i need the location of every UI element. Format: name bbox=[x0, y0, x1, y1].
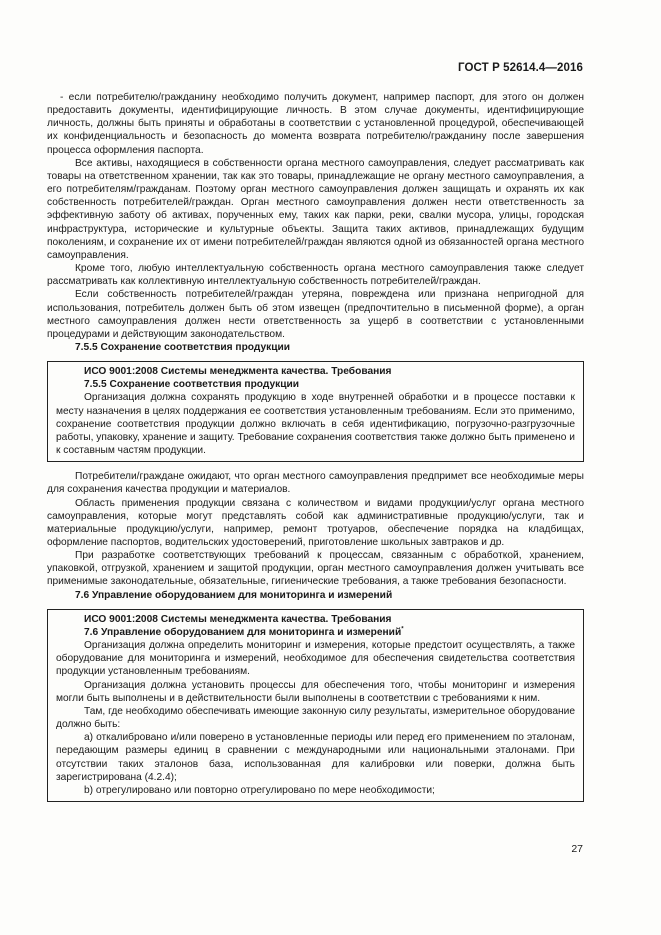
page-content bbox=[47, 91, 584, 810]
iso-box-title: ИСО 9001:2008 Системы менеджмента качества. Требования bbox=[84, 366, 392, 378]
paragraph: Область применения продукции связана с количеством и видами продукции/услуг органа местного самоуправления, которые могут представлять собой как административные продукцию/услуги, так и материальные продукцию/услуги, например, ремонт тротуаров, обеспечение порядка на кладбищах, оформление паспортов, водительских удостоверений, приготовление школьных завтраков и др. bbox=[47, 497, 584, 548]
iso-box-subtitle-text: 7.6 Управление оборудованием для мониторинга и измерений bbox=[84, 626, 402, 638]
paragraph: При разработке соответствующих требований к процессам, связанным с обработкой, хранением, упаковкой, отгрузкой, хранением и защитой продукции, орган местного самоуправления должен учитывать все применимые законодательные, обязательные, гигиенические требования, а также требования безопасности. bbox=[47, 550, 584, 588]
page-number: 27 bbox=[571, 843, 583, 855]
iso-box-paragraph: Там, где необходимо обеспечивать имеющие законную силу результаты, измерительное оборудование должно быть: bbox=[56, 705, 575, 731]
standard-header: ГОСТ Р 52614.4—2016 bbox=[458, 62, 583, 74]
iso-box-paragraph: Организация должна сохранять продукцию в ходе внутренней обработки и в процессе поставки к месту назначения в целях поддержания ее соответствия установленным требованиям. Если это применимо, сохранение соответствия продукции должно включать в себя идентификацию, погрузочно-разгрузочные работы, упаковку, хранение и защиту. Требование сохранения соответствия также должно быть применено и к составным частям продукции. bbox=[56, 392, 575, 457]
section-heading-7-6: 7.6 Управление оборудованием для мониторинга и измерений bbox=[75, 589, 393, 601]
footnote-marker: * bbox=[401, 626, 404, 633]
iso-quote-box-7-6 bbox=[47, 609, 584, 802]
iso-box-title: ИСО 9001:2008 Системы менеджмента качества. Требования bbox=[84, 613, 392, 625]
iso-quote-box-7-5-5 bbox=[47, 361, 584, 462]
iso-box-paragraph: Организация должна определить мониторинг и измерения, которые предстоит осуществлять, а также оборудование для мониторинга и измерений, необходимое для обеспечения свидетельства соответствия продукции установленным требованиям. bbox=[56, 640, 575, 678]
iso-box-list-item-a: a) откалибровано и/или поверено в установленные периоды или перед его применением по эталонам, передающим размеры единиц в сравнении с международными или национальными эталонами. При отсутствии таких эталонов база, использованная для калибровки или поверки, должна быть зарегистрирована (4.2.4); bbox=[56, 732, 575, 783]
paragraph: Все активы, находящиеся в собственности органа местного самоуправления, следует рассматривать как товары на ответственном хранении, так как это товары, принадлежащие не органу местного самоуправления, а его потребителям/гражданам. Поэтому орган местного самоуправления должен защищать и охранять их как собственность потребителей/граждан. Орган местного самоуправления должен нести ответственность за эффективную заботу об активах, порученных ему, таких как парки, реки, свалки мусора, улицы, городская инфраструктура, исторические и культурные объекты. Защита таких активов, принадлежащих будущим поколениям, и сохранение их от имени потребителей/граждан являются одной из обязанностей органа местного самоуправления. bbox=[47, 157, 584, 261]
section-heading-7-5-5: 7.5.5 Сохранение соответствия продукции bbox=[75, 341, 291, 353]
paragraph: Если собственность потребителей/граждан утеряна, повреждена или признана непригодной для использования, потребитель должен быть об этом извещен (предпочтительно в письменной форме), а орган местного самоуправления должен нести ответственность за ущерб в соответствии с установленными процедурами и действующим законодательством. bbox=[47, 289, 584, 340]
paragraph: - если потребителю/гражданину необходимо получить документ, например паспорт, для этого он должен предоставить документы, идентифицирующие личность. В этом случае документы, идентифицирующие личность, должны быть приняты и обработаны в соответствии с установленной процедурой, обеспечивающей их конфиденциальность и безопасность до момента возврата потребителю/гражданину после завершения процесса оформления паспорта. bbox=[47, 92, 584, 156]
iso-box-list-item-b: b) отрегулировано или повторно отрегулировано по мере необходимости; bbox=[84, 784, 435, 796]
paragraph: Кроме того, любую интеллектуальную собственность органа местного самоуправления также следует рассматривать как коллективную интеллектуальную собственность потребителей/граждан. bbox=[47, 263, 584, 288]
iso-box-subtitle bbox=[56, 626, 575, 639]
paragraph: Потребители/граждане ожидают, что орган местного самоуправления предпримет все необходимые меры для сохранения качества продукции и материалов. bbox=[47, 471, 584, 496]
iso-box-paragraph: Организация должна установить процессы для обеспечения того, чтобы мониторинг и измерения могли быть выполнены и в действительности были выполнены в соответствии с требованиями к ним. bbox=[56, 679, 575, 704]
iso-box-subtitle: 7.5.5 Сохранение соответствия продукции bbox=[84, 379, 300, 391]
